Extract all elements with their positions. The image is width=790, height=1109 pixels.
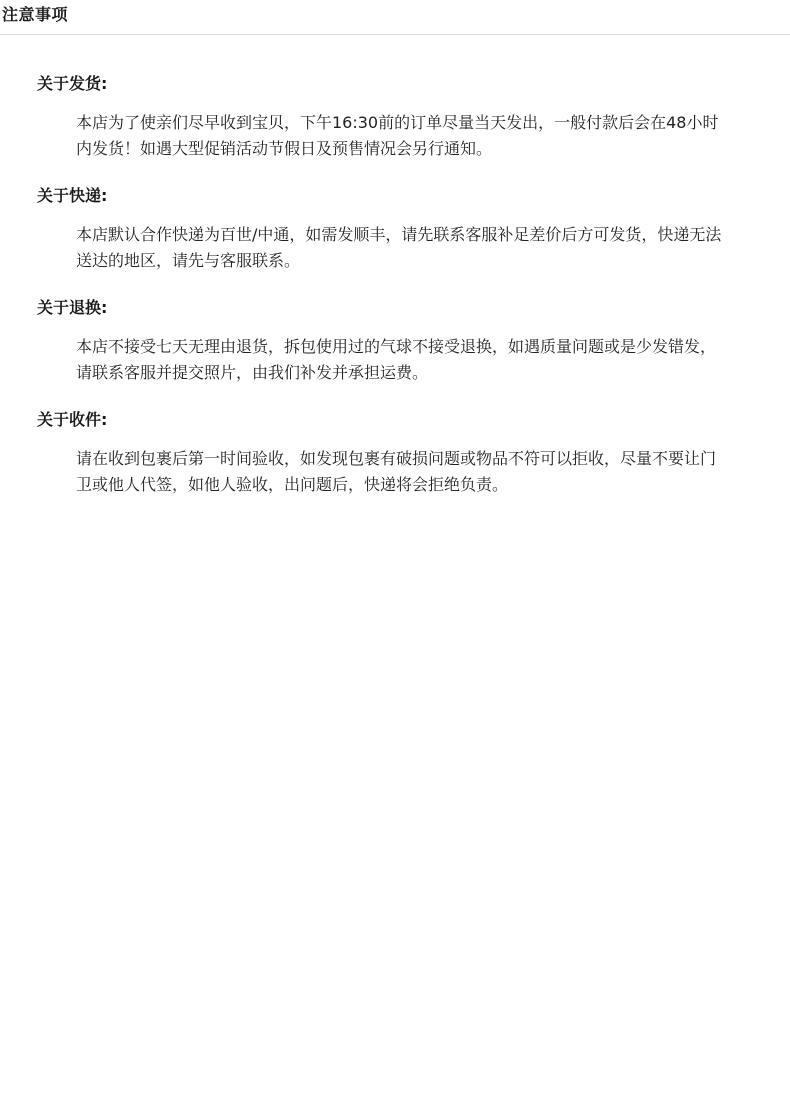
notice-section-returns: [0, 297, 790, 386]
section-body-courier: 本店默认合作快递为百世/中通，如需发顺丰，请先联系客服补足差价后方可发货，快递无法送达的地区，请先与客服联系。: [76, 225, 722, 270]
section-body-returns: 本店不接受七天无理由退货，拆包使用过的气球不接受退换，如遇质量问题或是少发错发，请联系客服并提交照片，由我们补发并承担运费。: [76, 337, 717, 382]
notice-section-shipping: [0, 73, 790, 162]
section-title-returns: 关于退换:: [37, 298, 108, 317]
section-title-courier: 关于快递:: [37, 186, 108, 205]
page-header: [0, 0, 790, 35]
notice-section-courier: [0, 185, 790, 274]
section-title-receiving: 关于收件:: [37, 410, 108, 429]
notice-content: [0, 35, 790, 498]
notice-section-receiving: [0, 409, 790, 498]
section-title-shipping: 关于发货:: [37, 74, 108, 93]
section-body-receiving: 请在收到包裹后第一时间验收，如发现包裹有破损问题或物品不符可以拒收，尽量不要让门卫或他人代签，如他人验收，出问题后，快递将会拒绝负责。: [76, 449, 717, 494]
section-body-shipping: 本店为了使亲们尽早收到宝贝，下午16:30前的订单尽量当天发出，一般付款后会在48小时内发货！如遇大型促销活动节假日及预售情况会另行通知。: [76, 113, 719, 158]
page-title: 注意事项: [2, 5, 69, 24]
